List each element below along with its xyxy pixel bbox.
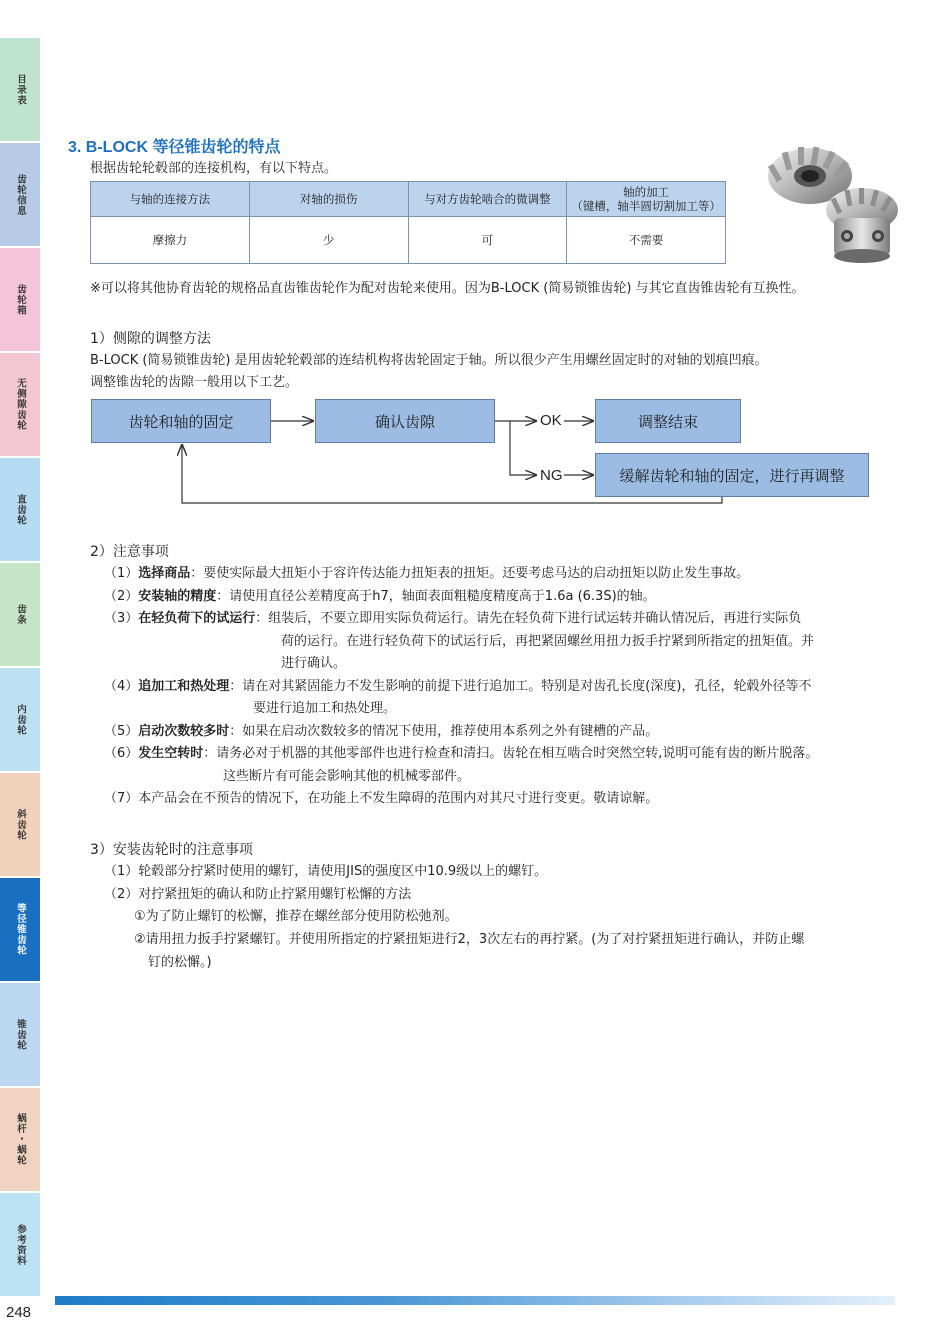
table-header: 对轴的损伤 (249, 182, 408, 217)
table-header: 与轴的连接方法 (91, 182, 250, 217)
caution-item-continuation: 进行确认。 (281, 656, 347, 671)
caution-item-number: （4） (104, 678, 139, 694)
caution-item-heading: 选择商品 (138, 566, 191, 581)
caution-item (104, 676, 811, 699)
side-tab-label: 齿条 (15, 604, 26, 625)
caution-item (104, 743, 818, 766)
side-tab-label: 目录表 (15, 73, 26, 106)
caution-item (104, 721, 658, 744)
page-number: 248 (6, 1304, 32, 1321)
table-header: 与对方齿轮啮合的微调整 (408, 182, 567, 217)
table-header-main: 轴的加工 (623, 185, 670, 199)
caution-item-heading: 在轻负荷下的试运行 (138, 611, 256, 626)
flow-step-readjust: 缓解齿轮和轴的固定，进行再调整 (595, 453, 869, 497)
caution-item-text: ：如果在启动次数较多的情况下使用，推荐使用本系列之外有键槽的产品。 (229, 723, 659, 739)
side-tab-label: 内齿轮 (15, 703, 26, 736)
side-tab-label: 齿轮箱 (15, 283, 26, 316)
subsection-title: 1）侧隙的调整方法 (90, 331, 211, 347)
caution-item-heading: 启动次数较多时 (138, 723, 230, 739)
caution-item-heading: 安装轴的精度 (138, 588, 217, 604)
caution-item-text: ：组装后，不要立即用实际负荷运行。请先在轻负荷下进行试运转并确认情况后，再进行实际负 (255, 611, 802, 626)
table-cell: 少 (249, 217, 408, 264)
caution-item-number: （5） (104, 723, 139, 739)
caution-item (104, 608, 801, 631)
caution-item-continuation: 荷的运行。在进行轻负荷下的试运行后，再把紧固螺丝用扭力扳手拧紧到所指定的扭矩值。并 (281, 633, 815, 649)
caution-item-number: （7） (104, 791, 139, 806)
caution-item-text: ：请务必对于机器的其他零部件也进行检查和清扫。齿轮在相互啮合时突然空转,说明可能有齿的断片脱落。 (203, 746, 819, 761)
caution-item-text: ：要使实际最大扭矩小于容许传达能力扭矩表的扭矩。还要考虑马达的启动扭矩以防止发生事故。 (190, 566, 750, 581)
table-cell: 不需要 (567, 217, 726, 264)
caution-item-continuation: 这些断片有可能会影响其他的机械零部件。 (223, 768, 471, 784)
paragraph: 调整锥齿轮的齿隙一般用以下工艺。 (90, 375, 299, 390)
install-item: （1）轮毂部分拧紧时使用的螺钉，请使用JIS的强度区中10.9级以上的螺钉。 (104, 864, 548, 879)
compatibility-note: ※可以将其他协育齿轮的规格品直齿锥齿轮作为配对齿轮来使用。因为B-LOCK (简易锁锥齿轮) 与其它直齿锥齿轮有互换性。 (90, 281, 805, 296)
side-tab-label: 参考资料 (15, 1223, 26, 1266)
caution-item-text: 本产品会在不预告的情况下，在功能上不发生障碍的范围内对其尺寸进行变更。敬请谅解。 (138, 791, 659, 806)
caution-item-text: ：请使用直径公差精度高于h7，轴面表面粗糙度精度高于1.6a (6.3S)的轴。 (216, 588, 656, 604)
side-tab-label: 等径锥齿轮 (15, 903, 26, 956)
side-tab-label: 直齿轮 (15, 493, 26, 526)
side-tab-label: 锥齿轮 (15, 1018, 26, 1051)
paragraph: B-LOCK (简易锁锥齿轮) 是用齿轮轮毂部的连结机构将齿轮固定于轴。所以很少产生用螺丝固定时的对轴的划痕凹痕。 (90, 353, 768, 368)
install-subitem-cont: 钉的松懈。) (148, 955, 212, 970)
section-intro: 根据齿轮轮毂部的连接机构，有以下特点。 (90, 161, 338, 176)
flow-label-ng: NG (540, 467, 563, 484)
caution-item-number: （1） (104, 566, 139, 581)
install-subitem: ②请用扭力扳手拧紧螺钉。并使用所指定的拧紧扭矩进行2，3次左右的再拧紧。(为了对拧紧扭矩进行确认，并防止螺 (134, 932, 805, 947)
install-item: （2）对拧紧扭矩的确认和防止拧紧用螺钉松懈的方法 (104, 887, 412, 902)
caution-item-text: ：请在对其紧固能力不发生影响的前提下进行追加工。特别是对齿孔长度(深度)，孔径，轮毂外径等不 (229, 678, 812, 694)
flow-step-check-backlash: 确认齿隙 (315, 399, 495, 443)
side-tab-label: 蜗杆・蜗轮 (15, 1113, 26, 1166)
caution-item (104, 788, 658, 811)
caution-item-number: （6） (104, 746, 139, 761)
flow-label-ok: OK (540, 412, 562, 429)
table-cell: 可 (408, 217, 567, 264)
side-tab-label: 无侧隙齿轮 (15, 378, 26, 431)
caution-item-heading: 发生空转时 (138, 746, 204, 761)
install-subitem: ①为了防止螺钉的松懈，推荐在螺丝部分使用防松弛剂。 (134, 909, 458, 924)
subsection-title: 2）注意事项 (90, 544, 169, 560)
side-tab-label: 齿轮信息 (15, 173, 26, 216)
footer-bar (55, 1296, 895, 1305)
caution-item-number: （3） (104, 611, 139, 626)
flow-step-finish: 调整结束 (595, 399, 741, 443)
caution-item-number: （2） (104, 588, 139, 604)
caution-item-continuation: 要进行追加工和热处理。 (253, 701, 397, 716)
table-header-sub: （键槽，轴半圆切割加工等） (571, 199, 721, 213)
table-cell: 摩擦力 (91, 217, 250, 264)
caution-item-heading: 追加工和热处理 (138, 678, 230, 694)
caution-item (104, 563, 749, 586)
flow-step-fix-gear: 齿轮和轴的固定 (91, 399, 271, 443)
section-title: 3. B-LOCK 等径锥齿轮的特点 (68, 139, 281, 156)
subsection-title: 3）安装齿轮时的注意事项 (90, 842, 253, 858)
side-tab-label: 斜齿轮 (15, 808, 26, 841)
caution-item (104, 586, 656, 609)
